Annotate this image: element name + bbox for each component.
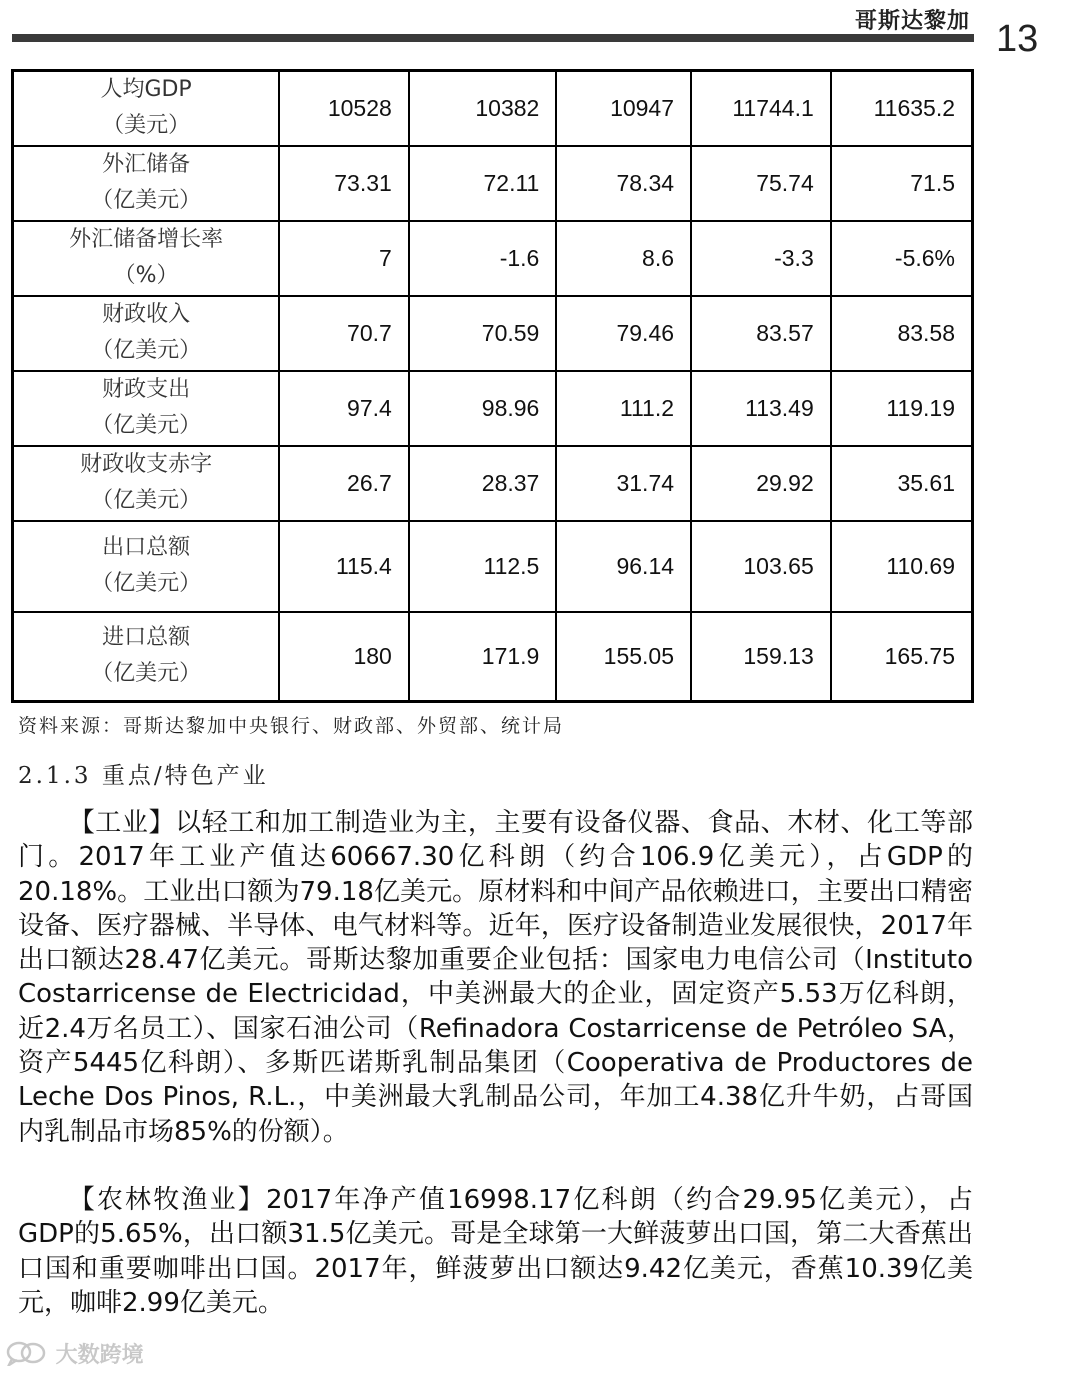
section-heading: 2.1.3 重点/特色产业 (18, 763, 269, 789)
row-label: 出口总额 （亿美元） (13, 521, 280, 612)
source-note: 资料来源：哥斯达黎加中央银行、财政部、外贸部、统计局 (18, 715, 565, 737)
industry-paragraph: 【工业】以轻工和加工制造业为主，主要有设备仪器、食品、木材、化工等部门。2017年工业产值达60667.30亿科朗（约合106.9亿美元），占GDP的20.18%。工业出口额为79.18亿美元。原材料和中间产品依赖进口，主要出口精密设备、医疗器械、半导体、电气材料等。近年，医疗设备制造业发展很快，2017年出口额达28.47亿美元。哥斯达黎加重要企业包括：国家电力电信公司（Instituto Costarricense de Electricidad，中美洲最大的企业，固定资产5.53万亿科朗，近2.4万名员工）、国家石油公司（Refinadora Costarricense de Petróleo SA，资产5445亿科朗）、多斯匹诺斯乳制品集团（Cooperativa de Productores de Leche Dos Pinos, R.L.，中美洲最大乳制品公司，年加工4.38亿升牛奶，占哥国内乳制品市场85%的份额）。 (18, 808, 973, 1147)
table-cell: 7 (279, 221, 409, 296)
table-cell: 111.2 (556, 371, 691, 446)
table-cell: 8.6 (556, 221, 691, 296)
table-cell: 29.92 (691, 446, 831, 521)
table-cell: 11744.1 (691, 71, 831, 146)
watermark-text: 大数跨境 (55, 1343, 144, 1368)
table-cell: 71.5 (831, 146, 973, 221)
page-number: 13 (996, 18, 1039, 60)
table-cell: 113.49 (691, 371, 831, 446)
table-cell: -3.3 (691, 221, 831, 296)
row-label: 进口总额 （亿美元） (13, 612, 280, 702)
page-header (0, 0, 1080, 70)
table-cell: 10382 (409, 71, 557, 146)
table-cell: 110.69 (831, 521, 973, 612)
table-cell: 79.46 (556, 296, 691, 371)
row-label: 人均GDP （美元） (13, 71, 280, 146)
table-cell: 97.4 (279, 371, 409, 446)
row-label: 外汇储备增长率 （%） (13, 221, 280, 296)
economic-indicators-table (11, 69, 974, 703)
table-row (13, 371, 973, 446)
table-cell: 11635.2 (831, 71, 973, 146)
table-cell: 78.34 (556, 146, 691, 221)
row-label: 外汇储备 （亿美元） (13, 146, 280, 221)
table-row (13, 446, 973, 521)
table-cell: 28.37 (409, 446, 557, 521)
table-cell: 75.74 (691, 146, 831, 221)
watermark (6, 1338, 144, 1372)
table-cell: 26.7 (279, 446, 409, 521)
agriculture-paragraph: 【农林牧渔业】2017年净产值16998.17亿科朗（约合29.95亿美元），占GDP的5.65%，出口额31.5亿美元。哥是全球第一大鲜菠萝出口国，第二大香蕉出口国和重要咖啡出口国。2017年，鲜菠萝出口额达9.42亿美元，香蕉10.39亿美元，咖啡2.99亿美元。 (18, 1185, 973, 1318)
table-cell: 98.96 (409, 371, 557, 446)
table-cell: 10947 (556, 71, 691, 146)
table-cell: 155.05 (556, 612, 691, 702)
table-cell: 165.75 (831, 612, 973, 702)
table-cell: 31.74 (556, 446, 691, 521)
table-cell: 180 (279, 612, 409, 702)
table-cell: 115.4 (279, 521, 409, 612)
table-cell: 96.14 (556, 521, 691, 612)
table-cell: -1.6 (409, 221, 557, 296)
table-cell: 119.19 (831, 371, 973, 446)
table-cell: 70.7 (279, 296, 409, 371)
table-row (13, 221, 973, 296)
table-cell: 112.5 (409, 521, 557, 612)
row-label: 财政收入 （亿美元） (13, 296, 280, 371)
table-row (13, 71, 973, 146)
row-label: 财政收支赤字 （亿美元） (13, 446, 280, 521)
table-row (13, 612, 973, 702)
table-cell: 10528 (279, 71, 409, 146)
table-cell: 103.65 (691, 521, 831, 612)
table-cell: 159.13 (691, 612, 831, 702)
header-rule (12, 34, 974, 42)
table-cell: 83.57 (691, 296, 831, 371)
table-row (13, 521, 973, 612)
table-cell: 83.58 (831, 296, 973, 371)
table-cell: 73.31 (279, 146, 409, 221)
table-cell: 35.61 (831, 446, 973, 521)
table-cell: 72.11 (409, 146, 557, 221)
chat-bubble-icon (6, 1340, 48, 1372)
row-label: 财政支出 （亿美元） (13, 371, 280, 446)
table-cell: 70.59 (409, 296, 557, 371)
table-row (13, 146, 973, 221)
running-title: 哥斯达黎加 (854, 9, 970, 34)
table-cell: -5.6% (831, 221, 973, 296)
table-cell: 171.9 (409, 612, 557, 702)
table-row (13, 296, 973, 371)
